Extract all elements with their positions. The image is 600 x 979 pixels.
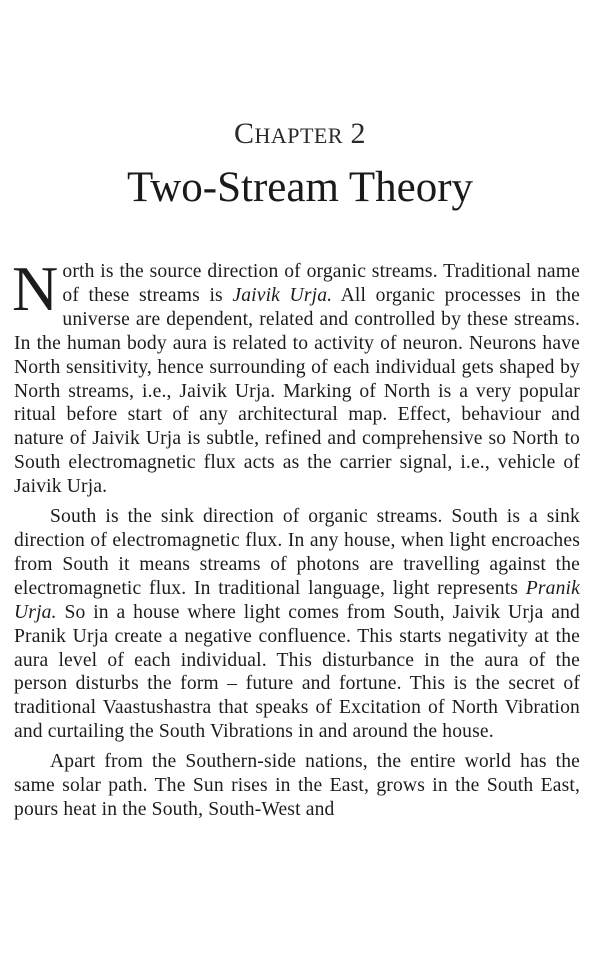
chapter-number: 2	[350, 117, 367, 150]
chapter-label-rest: HAPTER	[254, 123, 344, 148]
paragraph-2	[14, 505, 580, 744]
paragraph-1	[12, 253, 580, 499]
chapter-label-initial: C	[233, 117, 255, 150]
chapter-title: Two-Stream Theory	[126, 164, 474, 211]
paragraph-3	[14, 750, 580, 822]
paragraph-2-text-a: South is the sink direction of organic streams. South is a sink direction of electromagnetic flux. In any house, when light encroaches from South it means streams of photons are travelling against the electromagnetic flux. In traditional language, light represents	[14, 506, 580, 599]
paragraph-1-text-a: orth is the source direction of organic streams. Traditional name of these streams is	[62, 261, 580, 306]
chapter-body	[12, 253, 580, 828]
paragraph-1-italic-term: Jaivik Urja.	[232, 284, 333, 306]
paragraph-3-text: Apart from the Southern-side nations, the entire world has the same solar path. The Sun rises in the East, grows in the South East, pours heat in the South, South-West and	[14, 751, 580, 820]
drop-cap: N	[12, 253, 59, 324]
paragraph-2-text-b: So in a house where light comes from South, Jaivik Urja and Pranik Urja create a negative confluence. This starts negativity at the aura level of each individual. This disturbance in the aura of the person disturbs the form – future and fortune. This is the secret of traditional Vaastushastra that speaks of Excitation of North Vibration and curtailing the South Vibrations in and around the house.	[14, 601, 580, 743]
paragraph-2-italic-term: Pranik Urja.	[14, 577, 580, 623]
paragraph-1-text-b: All organic processes in the universe are dependent, related and controlled by these streams. In the human body aura is related to activity of neuron. Neurons have North sensitivity, hence surrounding of each individual gets shaped by North streams, i.e., Jaivik Urja. Marking of North is a very popular ritual before start of any architectural map. Effect, behaviour and nature of Jaivik Urja is subtle, refined and comprehensive so North to South electromagnetic flux acts as the carrier signal, i.e., vehicle of Jaivik Urja.	[14, 284, 580, 498]
chapter-label	[0, 117, 600, 151]
